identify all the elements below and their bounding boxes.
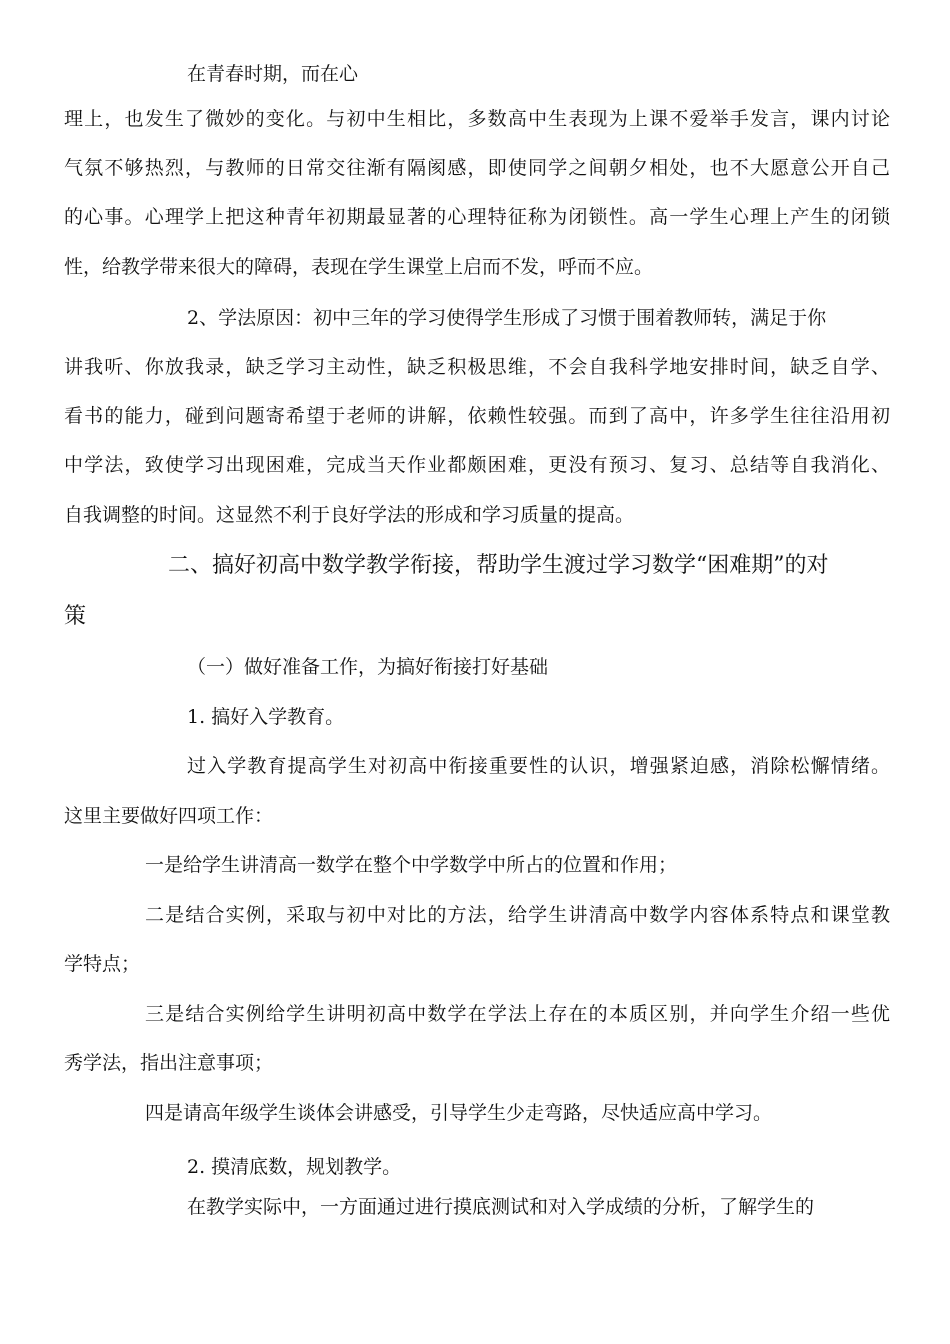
list-item-heading: 2. 摸清底数，规划教学。 [187,1156,402,1178]
paragraph-line: 中学法，致使学习出现困难，完成当天作业都颇困难，更没有预习、复习、总结等自我消化、 [64,454,890,476]
paragraph-line: 自我调整的时间。这显然不利于良好学法的形成和学习质量的提高。 [64,504,635,526]
list-item: 二是结合实例，采取与初中对比的方法，给学生讲清高中数学内容体系特点和课堂教 [145,904,890,926]
paragraph-line: 过入学教育提高学生对初高中衔接重要性的认识，增强紧迫感，消除松懈情绪。 [187,755,890,777]
section-heading: 二、搞好初高中数学教学衔接，帮助学生渡过学习数学“困难期”的对 [168,553,829,578]
paragraph-line: 在教学实际中，一方面通过进行摸底测试和对入学成绩的分析，了解学生的 [187,1196,815,1218]
list-item-heading: 1. 搞好入学教育。 [187,706,345,728]
list-item: 四是请高年级学生谈体会讲感受，引导学生少走弯路，尽快适应高中学习。 [145,1102,773,1124]
subsection-heading: （一）做好准备工作，为搞好衔接打好基础 [187,656,549,678]
list-item: 秀学法，指出注意事项； [64,1052,274,1074]
list-item: 学特点； [64,953,141,975]
paragraph-line: 这里主要做好四项工作： [64,805,274,827]
paragraph-line: 气氛不够热烈，与教师的日常交往渐有隔阂感，即使同学之间朝夕相处，也不大愿意公开自己 [64,157,890,179]
list-item: 一是给学生讲清高一数学在整个中学数学中所占的位置和作用； [145,854,678,876]
paragraph-line: 看书的能力，碰到问题寄希望于老师的讲解，依赖性较强。而到了高中，许多学生往往沿用初 [64,405,890,427]
list-item: 三是结合实例给学生讲明初高中数学在学法上存在的本质区别，并向学生介绍一些优 [145,1003,890,1025]
section-heading: 策 [64,604,87,629]
paragraph-line: 理上，也发生了微妙的变化。与初中生相比，多数高中生表现为上课不爱举手发言，课内讨论 [64,108,890,130]
paragraph-line: 在青春时期，而在心 [187,63,359,85]
paragraph-line: 讲我听、你放我录，缺乏学习主动性，缺乏积极思维，不会自我科学地安排时间，缺乏自学、 [64,356,890,378]
paragraph-line: 性，给教学带来很大的障碍，表现在学生课堂上启而不发，呼而不应。 [64,256,654,278]
paragraph-line: 的心事。心理学上把这种青年初期最显著的心理特征称为闭锁性。高一学生心理上产生的闭锁 [64,206,890,228]
paragraph-line: 2、学法原因：初中三年的学习使得学生形成了习惯于围着教师转，满足于你 [187,307,827,329]
